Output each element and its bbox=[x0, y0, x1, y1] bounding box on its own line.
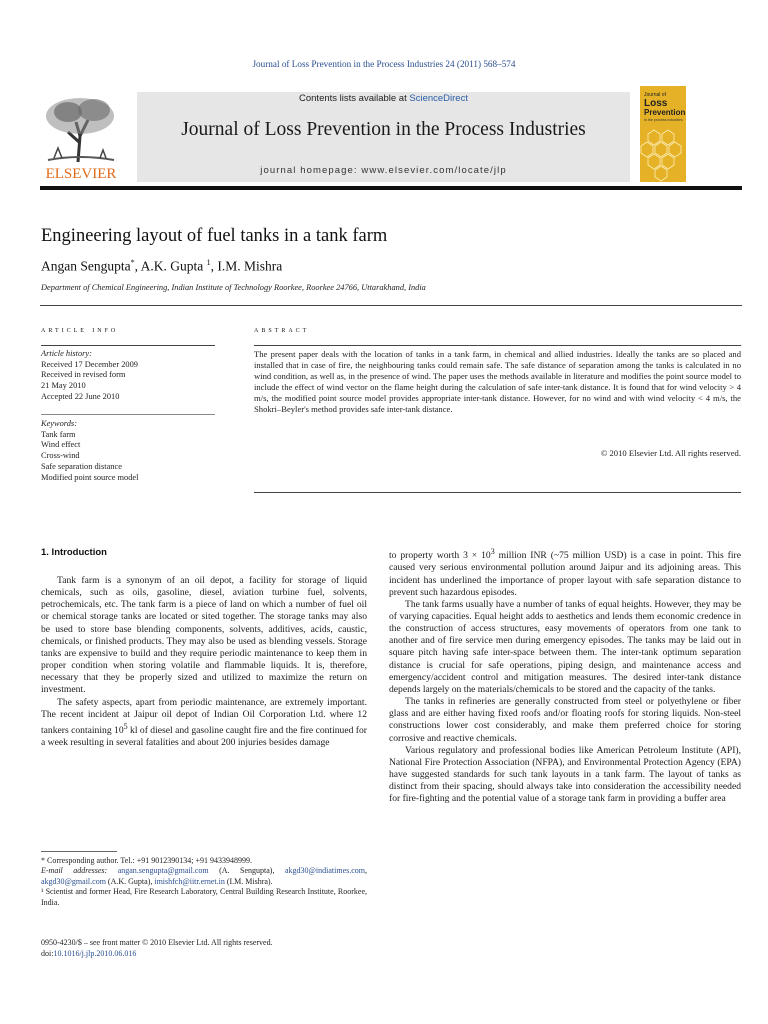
email-label: E-mail addresses: bbox=[41, 866, 108, 876]
history-line: Received in revised form bbox=[41, 370, 126, 380]
body-paragraph: Various regulatory and professional bodies like American Petroleum Institute (API), National Fire Protection Association (NFPA), and Environmental Protection Agency (EPA) have suggested standards for such tank layouts in a tank farm. The layout of tanks as distinct from their spacing, should always take into consideration the accessibility needed for fire-fighting and the potential value of a storage tank farm in providing a buffer area bbox=[389, 744, 741, 805]
keywords-rule bbox=[41, 414, 215, 415]
keyword-item: Safe separation distance bbox=[41, 461, 122, 471]
journal-homepage[interactable]: journal homepage: www.elsevier.com/locate/jlp bbox=[260, 165, 507, 176]
body-paragraph: The tank farms usually have a number of tanks of equal heights. However, they may be of varying capacities. Equal height adds to aesthetics and lends them economic credence in the construction of access structures, easy movements of operators from one tank to another and of fire service men during emergency episodes. The tanks may be laid out in square pitch having safe inter-space between them. The inter-tank optimum separation distance is crucial for safe operations, piping design, and maintenance access and emergency/accident control and mitigation measures. The desired inter-tank distance depends largely on the materials/chemicals to be stored and the capacity of the tanks. bbox=[389, 598, 741, 695]
history-line: 21 May 2010 bbox=[41, 381, 86, 391]
body-paragraph bbox=[41, 697, 367, 750]
body-text: million INR (~75 million USD) is a case in point. This fire caused very serious environmental pollution around Jaipur and its adjoining areas. This incident has underlined the importance of proper layout with safe separation distance to prevent such hazardous episodes. bbox=[389, 550, 741, 598]
author-footnote-mark[interactable]: * bbox=[130, 258, 135, 267]
body-paragraph: The tanks in refineries are generally constructed from steel or polyethylene or fiber glass and are either having fixed roofs and/or floating roofs for storing liquids. Non-steel constructions lower cost considerably, and make them preferred choice for storing corrosive and reactive chemicals. bbox=[389, 696, 741, 744]
superscript: 3 bbox=[490, 547, 495, 556]
abstract-bottom-rule bbox=[254, 492, 741, 493]
issn-line: 0950-4230/$ – see front matter © 2010 Elsevier Ltd. All rights reserved. bbox=[41, 938, 273, 947]
footnote-text: (A. Sengupta), bbox=[208, 866, 285, 876]
body-right-column bbox=[389, 546, 741, 805]
cover-line-4: in the process industries bbox=[644, 118, 683, 122]
keyword-item: Tank farm bbox=[41, 429, 76, 439]
footnotes bbox=[41, 856, 367, 908]
doi-label: doi: bbox=[41, 949, 54, 958]
abstract-heading: abstract bbox=[254, 324, 310, 334]
history-label: Article history: bbox=[41, 349, 92, 358]
abstract-rule bbox=[254, 345, 741, 346]
keywords-label: Keywords: bbox=[41, 419, 77, 428]
author-name[interactable]: , I.M. Mishra bbox=[210, 258, 283, 274]
footnote-text: (A.K. Gupta), bbox=[105, 876, 155, 886]
author-footnote-mark[interactable]: 1 bbox=[206, 258, 211, 267]
cover-line-3: Prevention bbox=[644, 108, 686, 117]
cover-line-2: Loss bbox=[644, 98, 668, 109]
body-text: to property worth 3 × 10 bbox=[389, 550, 491, 562]
article-info-rule bbox=[41, 345, 215, 346]
footnote-affiliation: ¹ Scientist and former Head, Fire Research Laboratory, Central Building Research Institute, Roorkee, India. bbox=[41, 887, 367, 907]
author-name[interactable]: Angan Sengupta bbox=[41, 258, 131, 274]
journal-cover-image bbox=[640, 86, 686, 182]
history-line: Received 17 December 2009 bbox=[41, 359, 138, 369]
abstract-text: The present paper deals with the location of tanks in a tank farm, in chemical and allied industries. Ideally the tanks are so placed and installed that in case of fire, the neighbouring tanks could remain safe. The safe distance of separation among the tanks is calculated in no wind condition, as well as, in the presence of wind. The paper uses the methods available in literature and modifies the point source model to include the effect of wind vector on the flame height during the calculation of safe inter-tank distance. It is found that for wind velocity > 4 m/s, the modified point source model provides appropriate inter-tank distance. However, for no wind and with wind velocity < 4 m/s, the Shokri–Beyler's method provides safe inter-tank distance. bbox=[254, 349, 741, 415]
superscript: 5 bbox=[123, 721, 128, 731]
contents-prefix: Contents lists available at bbox=[299, 93, 410, 104]
section-heading-introduction: 1. Introduction bbox=[41, 547, 107, 558]
abstract-copyright: © 2010 Elsevier Ltd. All rights reserved. bbox=[600, 448, 741, 458]
body-left-column bbox=[41, 575, 367, 749]
author-name[interactable]: , A.K. Gupta bbox=[134, 258, 207, 274]
email-link[interactable]: akgd30@indiatimes.com bbox=[284, 866, 366, 876]
sciencedirect-link[interactable]: ScienceDirect bbox=[409, 93, 468, 104]
header-rule bbox=[40, 186, 742, 190]
footnote-text: (I.M. Mishra). bbox=[224, 876, 273, 886]
affiliation: Department of Chemical Engineering, Indian Institute of Technology Roorkee, Roorkee 24766, Uttarakhand, India bbox=[41, 283, 426, 292]
article-history bbox=[41, 349, 215, 403]
footnote-corresponding: * Corresponding author. Tel.: +91 9012390134; +91 9433948999. bbox=[41, 856, 252, 865]
contents-line bbox=[137, 93, 630, 104]
article-title: Engineering layout of fuel tanks in a tank farm bbox=[41, 226, 388, 246]
footnote-text: , bbox=[365, 866, 368, 876]
body-paragraph: Tank farm is a synonym of an oil depot, a facility for storage of liquid chemicals, such as oils, gasoline, diesel, aviation turbine fuel, solvents, petrochemicals, etc. The tank farm is a piece of land on which a number of fuel oil or chemical storage tanks are located or sited together. The storage tanks may also be used to store base blending components, solvents, additives, acids, caustic, chemicals, or finished products. They may also be used as blending vessels. Storage tanks are expensive to build and they require periodic maintenance to keep them in proper condition when storing volatile and flammable liquids. It is, therefore, necessary that they be properly sized and utilized to maximize the return on investment. bbox=[41, 575, 367, 696]
footnote-rule bbox=[41, 851, 117, 852]
keywords-block bbox=[41, 419, 215, 483]
doi-line bbox=[41, 948, 273, 959]
body-text: kl of diesel and gasoline caught fire and the fire continued for a week resulting in several fatalities and about 200 injuries besides damage bbox=[41, 725, 367, 749]
journal-citation[interactable]: Journal of Loss Prevention in the Process Industries 24 (2011) 568–574 bbox=[252, 59, 516, 69]
elsevier-wordmark: ELSEVIER bbox=[45, 166, 117, 182]
keyword-item: Cross-wind bbox=[41, 451, 80, 461]
keyword-item: Modified point source model bbox=[41, 472, 139, 482]
elsevier-logo bbox=[40, 92, 122, 182]
elsevier-tree-icon bbox=[40, 92, 122, 182]
footnote-emails bbox=[41, 866, 367, 887]
article-info-heading: article info bbox=[41, 324, 119, 334]
body-text: The safety aspects, apart from periodic maintenance, are extremely important. The recent incident at Jaipur oil depot of Indian Oil Corporation Ltd. where 12 tankers containing 10 bbox=[41, 696, 367, 737]
journal-title: Journal of Loss Prevention in the Process Industries bbox=[181, 119, 586, 140]
title-rule bbox=[40, 305, 742, 306]
body-paragraph bbox=[389, 546, 741, 599]
keyword-item: Wind effect bbox=[41, 440, 81, 450]
history-line: Accepted 22 June 2010 bbox=[41, 391, 120, 401]
front-matter bbox=[41, 937, 273, 959]
doi-link[interactable]: 10.1016/j.jlp.2010.06.016 bbox=[53, 949, 137, 958]
email-link[interactable]: angan.sengupta@gmail.com bbox=[117, 866, 209, 876]
cover-line-1: Journal of bbox=[644, 92, 666, 98]
email-link[interactable]: akgd30@gmail.com bbox=[41, 876, 106, 886]
email-link[interactable]: imishfch@iitr.ernet.in bbox=[154, 876, 225, 886]
author-list bbox=[41, 258, 282, 275]
